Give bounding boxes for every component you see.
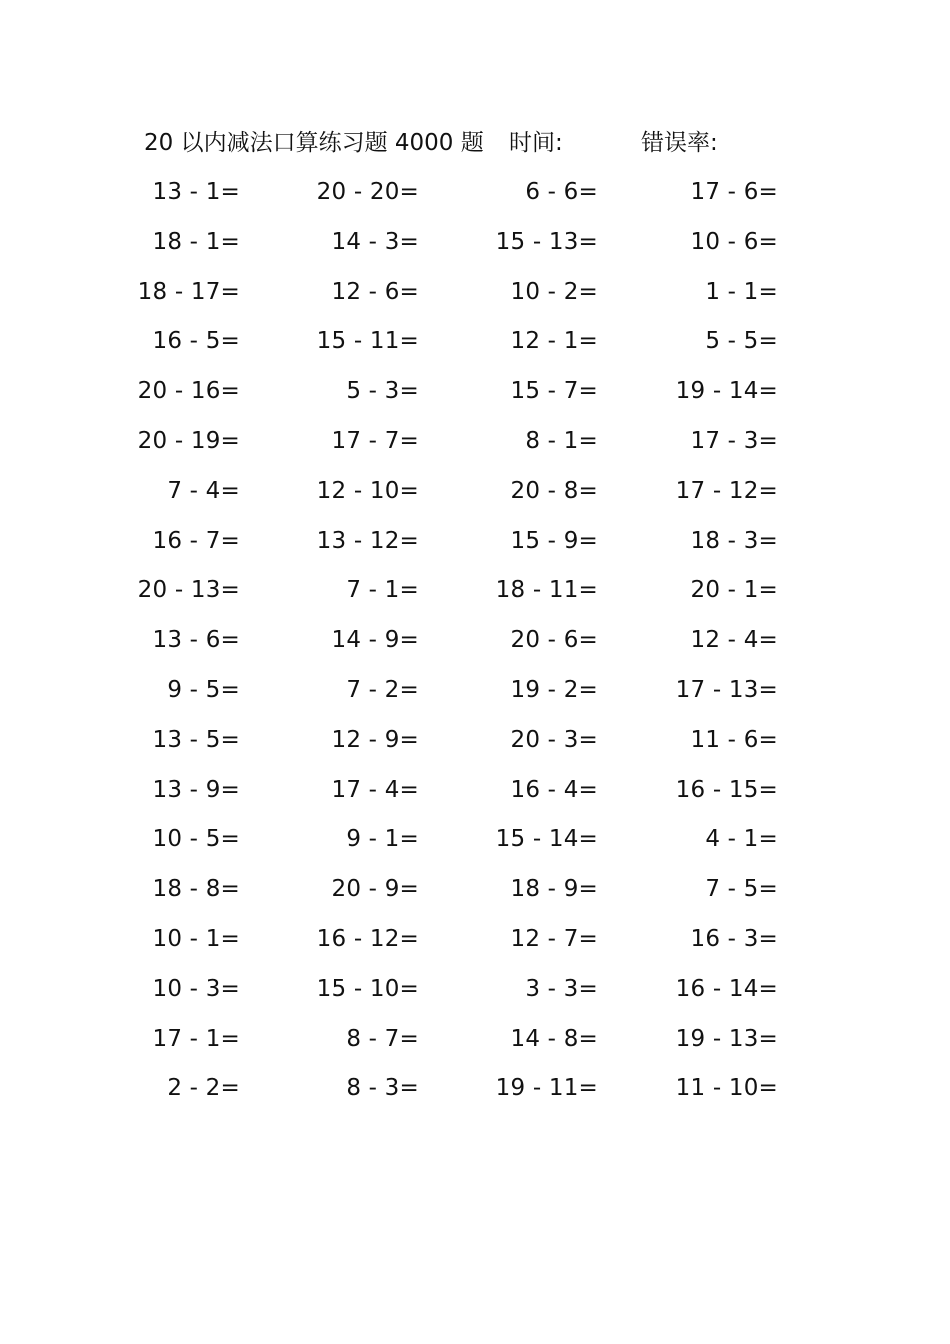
- problem-item: 18 - 1=: [152, 228, 240, 255]
- problem-item: 20 - 3=: [510, 726, 598, 753]
- problem-item: 12 - 9=: [331, 726, 419, 753]
- problem-item: 19 - 11=: [495, 1075, 598, 1102]
- problem-item: 16 - 5=: [152, 328, 240, 355]
- problem-item: 3 - 3=: [525, 975, 598, 1002]
- problem-item: 16 - 7=: [152, 527, 240, 554]
- problem-item: 10 - 1=: [152, 926, 240, 952]
- problem-item: 5 - 3=: [346, 378, 419, 405]
- problem-item: 17 - 1=: [152, 1025, 240, 1052]
- problem-item: 14 - 9=: [331, 627, 419, 654]
- problem-item: 8 - 1=: [525, 428, 598, 454]
- problem-item: 20 - 6=: [510, 627, 598, 654]
- problem-item: 15 - 10=: [316, 975, 419, 1002]
- problem-item: 5 - 5=: [705, 328, 778, 355]
- problem-item: 16 - 4=: [510, 776, 598, 803]
- problem-item: 17 - 3=: [690, 428, 778, 454]
- problem-item: 16 - 12=: [316, 926, 419, 952]
- problem-item: 16 - 14=: [675, 975, 778, 1002]
- problem-item: 15 - 13=: [495, 228, 598, 255]
- problem-item: 18 - 11=: [495, 577, 598, 604]
- problem-item: 7 - 4=: [167, 477, 240, 504]
- problem-item: 20 - 1=: [690, 577, 778, 604]
- problem-item: 15 - 11=: [316, 328, 419, 355]
- problem-item: 16 - 3=: [690, 926, 778, 952]
- problem-item: 8 - 3=: [346, 1075, 419, 1102]
- problem-item: 13 - 6=: [152, 627, 240, 654]
- problem-item: 20 - 8=: [510, 477, 598, 504]
- problem-item: 12 - 10=: [316, 477, 419, 504]
- problem-item: 15 - 7=: [510, 378, 598, 405]
- problem-item: 11 - 6=: [690, 726, 778, 753]
- problem-item: 13 - 9=: [152, 776, 240, 803]
- problem-item: 7 - 5=: [705, 876, 778, 903]
- problem-item: 13 - 5=: [152, 726, 240, 753]
- problem-item: 10 - 5=: [152, 826, 240, 853]
- problem-item: 19 - 2=: [510, 677, 598, 703]
- problem-item: 17 - 12=: [675, 477, 778, 504]
- problem-item: 18 - 8=: [152, 876, 240, 903]
- problem-item: 15 - 14=: [495, 826, 598, 853]
- problem-item: 10 - 6=: [690, 228, 778, 255]
- problem-item: 18 - 3=: [690, 527, 778, 554]
- problem-item: 18 - 9=: [510, 876, 598, 903]
- problem-item: 18 - 17=: [137, 278, 240, 305]
- problem-item: 9 - 5=: [167, 677, 240, 703]
- problem-item: 7 - 1=: [346, 577, 419, 604]
- problem-item: 17 - 7=: [331, 428, 419, 454]
- problem-item: 2 - 2=: [167, 1075, 240, 1102]
- problem-item: 14 - 3=: [331, 228, 419, 255]
- problem-item: 12 - 1=: [510, 328, 598, 355]
- error-rate-label: 错误率:: [641, 130, 718, 156]
- problem-item: 1 - 1=: [705, 278, 778, 305]
- problem-item: 9 - 1=: [346, 826, 419, 853]
- problem-item: 12 - 6=: [331, 278, 419, 305]
- problem-item: 20 - 16=: [137, 378, 240, 405]
- problem-item: 20 - 20=: [316, 179, 419, 205]
- problem-item: 20 - 9=: [331, 876, 419, 903]
- problem-item: 12 - 4=: [690, 627, 778, 654]
- worksheet-header: [0, 126, 950, 160]
- problem-item: 11 - 10=: [675, 1075, 778, 1102]
- problem-item: 13 - 12=: [316, 527, 419, 554]
- problem-item: 10 - 3=: [152, 975, 240, 1002]
- problem-item: 6 - 6=: [525, 179, 598, 205]
- problem-grid: [0, 175, 950, 1115]
- problem-item: 14 - 8=: [510, 1025, 598, 1052]
- problem-item: 17 - 13=: [675, 677, 778, 703]
- problem-item: 20 - 19=: [137, 428, 240, 454]
- problem-item: 19 - 13=: [675, 1025, 778, 1052]
- problem-item: 19 - 14=: [675, 378, 778, 405]
- problem-item: 16 - 15=: [675, 776, 778, 803]
- problem-item: 4 - 1=: [705, 826, 778, 853]
- problem-item: 8 - 7=: [346, 1025, 419, 1052]
- problem-item: 20 - 13=: [137, 577, 240, 604]
- problem-item: 7 - 2=: [346, 677, 419, 703]
- problem-item: 17 - 4=: [331, 776, 419, 803]
- time-label: 时间:: [509, 130, 563, 156]
- problem-item: 13 - 1=: [152, 179, 240, 205]
- problem-item: 17 - 6=: [690, 179, 778, 205]
- problem-item: 10 - 2=: [510, 278, 598, 305]
- problem-item: 15 - 9=: [510, 527, 598, 554]
- worksheet-title: 20 以内减法口算练习题 4000 题: [144, 130, 484, 156]
- problem-item: 12 - 7=: [510, 926, 598, 952]
